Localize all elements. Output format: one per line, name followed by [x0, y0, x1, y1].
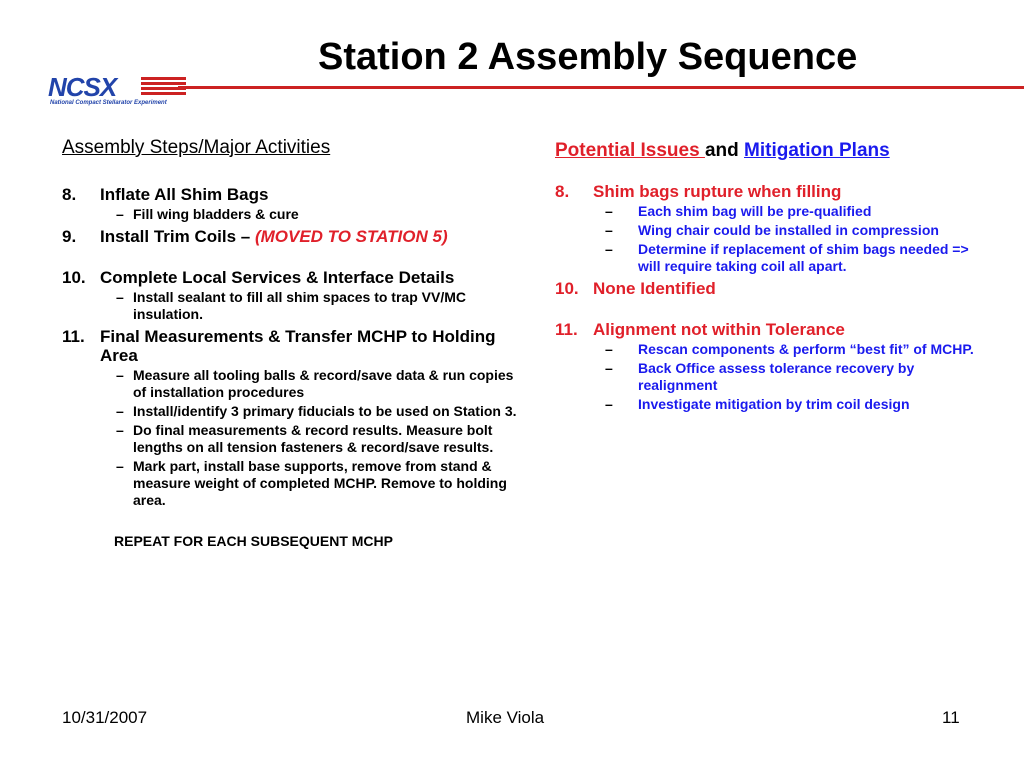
slide-title: Station 2 Assembly Sequence — [318, 36, 858, 78]
logo-text: NCSX — [48, 72, 117, 102]
issues-heading — [555, 140, 995, 162]
mitigation-text: Back Office assess tolerance recovery by realignment — [638, 360, 915, 393]
step-text: Install Trim Coils – — [100, 227, 255, 246]
issues-heading-and: and — [704, 140, 745, 161]
mitigation-item — [555, 341, 995, 358]
issue-item — [555, 182, 995, 201]
issue-item — [555, 320, 995, 339]
mitigation-item — [555, 222, 995, 239]
step-item — [62, 185, 522, 204]
dash-bullet: – — [605, 222, 613, 238]
assembly-steps-heading: Assembly Steps/Major Activities — [62, 137, 331, 158]
mitigation-item — [555, 203, 995, 220]
step-item — [62, 268, 522, 287]
ncsx-logo — [48, 74, 178, 106]
logo-subtitle: National Compact Stellarator Experiment — [50, 100, 167, 106]
issue-item — [555, 279, 995, 298]
dash-bullet: – — [116, 367, 124, 383]
step-number: 10. — [62, 268, 86, 287]
sub-text: Install sealant to fill all shim spaces to trap VV/MC insulation. — [133, 289, 466, 322]
repeat-note: REPEAT FOR EACH SUBSEQUENT MCHP — [114, 533, 393, 549]
dash-bullet: – — [116, 289, 124, 305]
mitigation-text: Each shim bag will be pre-qualified — [638, 203, 872, 219]
issues-heading-part1: Potential Issues — [555, 140, 705, 161]
sub-item — [62, 289, 522, 323]
mitigation-text: Wing chair could be installed in compression — [638, 222, 939, 238]
dash-bullet: – — [605, 341, 613, 357]
moved-note: (MOVED TO STATION 5) — [254, 227, 448, 246]
step-item — [62, 227, 522, 246]
sub-text: Install/identify 3 primary fiducials to be used on Station 3. — [133, 403, 517, 419]
sub-text: Measure all tooling balls & record/save data & run copies of installation procedures — [133, 367, 514, 400]
issues-column — [555, 140, 995, 413]
mitigation-item — [555, 360, 995, 394]
dash-bullet: – — [605, 203, 613, 219]
step-number: 11. — [62, 327, 85, 346]
footer-author: Mike Viola — [466, 708, 545, 727]
sub-item — [62, 422, 522, 456]
step-text: Complete Local Services & Interface Details — [100, 268, 455, 287]
step-text: Inflate All Shim Bags — [100, 185, 269, 204]
dash-bullet: – — [605, 360, 613, 376]
issue-text: Shim bags rupture when filling — [593, 182, 842, 201]
dash-bullet: – — [116, 458, 124, 474]
assembly-steps-column — [62, 137, 522, 549]
dash-bullet: – — [605, 396, 613, 412]
header-rule — [178, 86, 1024, 89]
step-number: 9. — [62, 227, 77, 246]
step-number: 8. — [62, 185, 77, 204]
sub-item — [62, 206, 522, 223]
issue-number: 10. — [555, 279, 579, 298]
issue-number: 11. — [555, 320, 578, 339]
issue-number: 8. — [555, 182, 570, 201]
mitigation-text: Rescan components & perform “best fit” of MCHP. — [638, 341, 974, 357]
issues-heading-part2: Mitigation Plans — [744, 140, 890, 161]
mitigation-item — [555, 396, 995, 413]
dash-bullet: – — [116, 206, 124, 222]
step-text: Final Measurements & Transfer MCHP to Holding Area — [100, 327, 496, 365]
mitigation-text: Determine if replacement of shim bags needed => will require taking coil all apart. — [638, 241, 969, 274]
mitigation-item — [555, 241, 995, 275]
sub-item — [62, 367, 522, 401]
issue-text: None Identified — [593, 279, 716, 298]
dash-bullet: – — [605, 241, 613, 257]
sub-text: Fill wing bladders & cure — [133, 206, 299, 222]
mitigation-text: Investigate mitigation by trim coil design — [638, 396, 910, 412]
footer-date: 10/31/2007 — [62, 708, 148, 727]
sub-text: Mark part, install base supports, remove from stand & measure weight of completed MCHP. Remove to holding area. — [133, 458, 507, 508]
footer-page-number: 11 — [942, 708, 960, 727]
issue-text: Alignment not within Tolerance — [593, 320, 845, 339]
sub-item — [62, 403, 522, 420]
sub-text: Do final measurements & record results. Measure bolt lengths on all tension fasteners & record/save results. — [133, 422, 494, 455]
sub-item — [62, 458, 522, 509]
dash-bullet: – — [116, 403, 124, 419]
step-item — [62, 327, 522, 365]
dash-bullet: – — [116, 422, 124, 438]
